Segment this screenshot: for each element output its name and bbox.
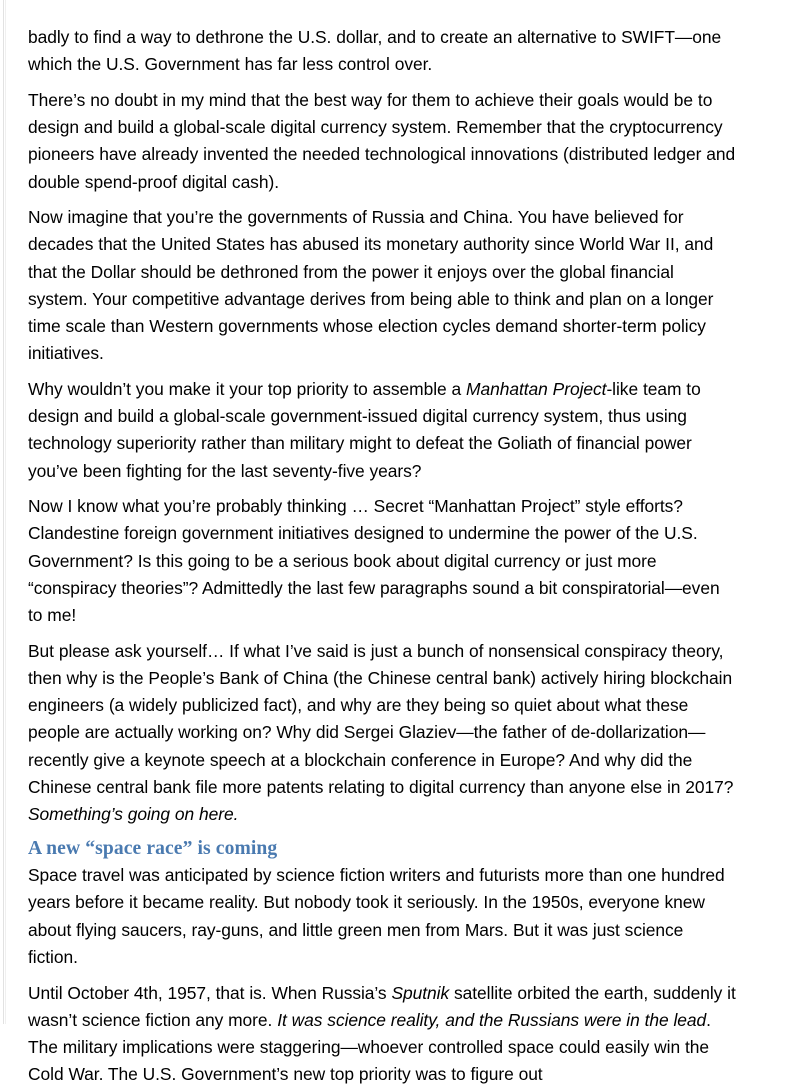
paragraph-now-i-know: Now I know what you’re probably thinking … Secret “Manhattan Project” style efforts? Clandestine foreign government initiatives designed to undermine the power of the U.S. Government? Is this going to be a serious book about digital currency or just more “conspiracy theories”? Admittedly the last few paragraphs sound a bit conspiratorial—even to me! <box>28 493 738 629</box>
paragraph-no-doubt: There’s no doubt in my mind that the best way for them to achieve their goals would be to design and build a global-scale digital currency system. Remember that the cryptocurrency pioneers have already invented the needed technological innovations (distributed ledger and double spend-proof digital cash). <box>28 87 738 196</box>
paragraph-but-please-ask <box>28 638 738 828</box>
paragraph-until-october <box>28 980 738 1088</box>
section-heading-space-race: A new “space race” is coming <box>28 837 738 861</box>
paragraph-until-october-text-1: Until October 4th, 1957, that is. When Russia’s <box>28 983 391 1003</box>
paragraph-continuation-swift: badly to find a way to dethrone the U.S. dollar, and to create an alternative to SWIFT—one which the U.S. Government has far less control over. <box>28 24 738 78</box>
paragraph-space-travel: Space travel was anticipated by science fiction writers and futurists more than one hundred years before it became reality. But nobody took it seriously. In the 1950s, everyone knew about flying saucers, ray-guns, and little green men from Mars. But it was just science fiction. <box>28 862 738 971</box>
italic-sputnik: Sputnik <box>391 983 449 1003</box>
paragraph-why-wouldnt-you-text-after: -like team to design and build a global-scale government-issued digital currency system, thus using technology superiority rather than military might to defeat the Goliath of financial power you’ve been fighting for the last seventy-five years? <box>28 379 701 481</box>
italic-manhattan-project: Manhattan Project <box>466 379 606 399</box>
paragraph-until-october-text-3: . The military implications were staggering—whoever controlled space could easily win the Cold War. The U.S. Government’s new top priority was to figure out <box>28 1010 711 1084</box>
paragraph-until-october-text-2: satellite orbited the earth, suddenly it wasn’t science fiction any more. <box>28 983 736 1030</box>
paragraph-now-imagine: Now imagine that you’re the governments of Russia and China. You have believed for decades that the United States has abused its monetary authority since World War II, and that the Dollar should be dethroned from the power it enjoys over the global financial system. Your competitive advantage derives from being able to think and plan on a longer time scale than Western governments whose election cycles demand shorter-term policy initiatives. <box>28 204 738 367</box>
paragraph-why-wouldnt-you-text-before: Why wouldn’t you make it your top priority to assemble a <box>28 379 466 399</box>
paragraph-but-please-ask-text: But please ask yourself… If what I’ve said is just a bunch of nonsensical conspiracy theory, then why is the People’s Bank of China (the Chinese central bank) actively hiring blockchain engineers (a widely publicized fact), and why are they being so quiet about what these people are actually working on? Why did Sergei Glaziev—the father of de-dollarization—recently give a keynote speech at a blockchain conference in Europe? And why did the Chinese central bank file more patents relating to digital currency than anyone else in 2017? <box>28 641 733 797</box>
paragraph-why-wouldnt-you <box>28 376 738 485</box>
italic-somethings-going-on-here: Something’s going on here. <box>28 804 238 824</box>
italic-science-reality-russians-lead: It was science reality, and the Russians were in the lead <box>277 1010 706 1030</box>
